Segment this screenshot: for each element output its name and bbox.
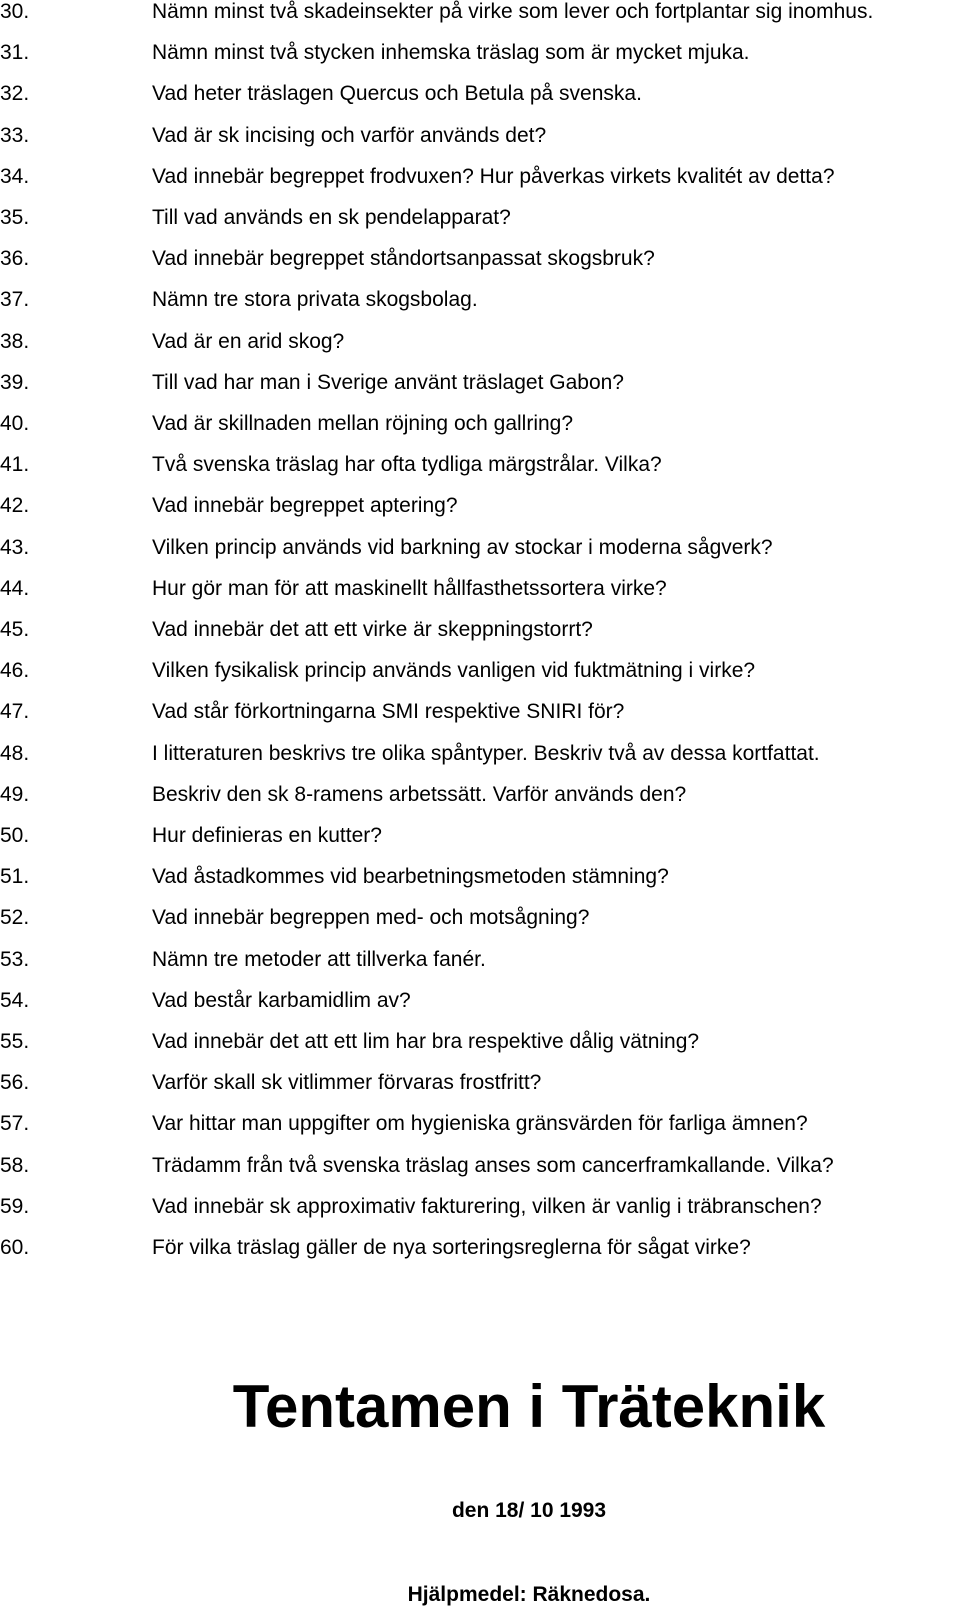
question-text: Vad innebär begreppet aptering? <box>152 494 458 518</box>
question-number: 39. <box>0 370 30 394</box>
question-text: Till vad har man i Sverige använt träslaget Gabon? <box>152 370 624 394</box>
question-number: 58. <box>0 1153 30 1177</box>
question-text: Beskriv den sk 8-ramens arbetssätt. Varför används den? <box>152 782 687 806</box>
question-number: 38. <box>0 329 30 353</box>
question-text: Vad innebär sk approximativ fakturering, vilken är vanlig i träbranschen? <box>152 1194 822 1218</box>
question-item <box>0 368 960 398</box>
question-number: 41. <box>0 453 30 477</box>
question-text: Vad består karbamidlim av? <box>152 988 411 1012</box>
question-item <box>0 1192 960 1222</box>
question-text: Hur definieras en kutter? <box>152 824 382 847</box>
question-text: Vad innebär det att ett lim har bra respektive dålig vätning? <box>152 1030 700 1053</box>
question-number: 31. <box>0 41 30 65</box>
question-text: Nämn tre metoder att tillverka fanér. <box>152 947 486 971</box>
question-text: Var hittar man uppgifter om hygieniska gränsvärden för farliga ämnen? <box>152 1112 808 1136</box>
question-item <box>0 327 960 357</box>
question-text: Vad innebär begreppet frodvuxen? Hur påverkas virkets kvalitét av detta? <box>152 164 835 188</box>
question-item <box>0 1151 960 1181</box>
question-item <box>0 739 960 769</box>
question-item <box>0 1027 960 1057</box>
question-number: 30. <box>0 0 30 23</box>
question-text: Vilken fysikalisk princip används vanligen vid fuktmätning i virke? <box>152 659 756 683</box>
question-text: Vad heter träslagen Quercus och Betula på svenska. <box>152 82 642 106</box>
exam-date: den 18/ 10 1993 <box>451 1499 607 1522</box>
question-number: 42. <box>0 494 30 518</box>
question-item <box>0 862 960 892</box>
question-text: Varför skall sk vitlimmer förvaras frostfritt? <box>152 1071 542 1095</box>
question-number: 54. <box>0 988 30 1012</box>
question-text: Vad innebär begreppet ståndortsanpassat skogsbruk? <box>152 247 655 271</box>
question-item <box>0 1109 960 1139</box>
question-item <box>0 1068 960 1098</box>
question-number: 49. <box>0 782 30 806</box>
question-item <box>0 903 960 933</box>
question-item <box>0 656 960 686</box>
question-item <box>0 697 960 727</box>
question-number: 33. <box>0 123 30 147</box>
question-text: Vad innebär det att ett virke är skeppningstorrt? <box>152 618 593 641</box>
question-text: För vilka träslag gäller de nya sorteringsreglerna för sågat virke? <box>152 1236 751 1259</box>
question-number: 37. <box>0 288 30 312</box>
question-text: Till vad används en sk pendelapparat? <box>152 206 511 229</box>
question-item <box>0 162 960 192</box>
question-text: Nämn tre stora privata skogsbolag. <box>152 288 478 312</box>
question-item <box>0 203 960 233</box>
question-item <box>0 821 960 851</box>
question-text: Vad åstadkommes vid bearbetningsmetoden stämning? <box>152 865 669 889</box>
question-text: Hur gör man för att maskinellt hållfasthetssortera virke? <box>152 576 667 600</box>
question-item <box>0 615 960 645</box>
question-item <box>0 38 960 68</box>
question-number: 43. <box>0 535 30 559</box>
question-text: Trädamm från två svenska träslag anses som cancerframkallande. Vilka? <box>152 1153 834 1177</box>
exam-title: Tentamen i Träteknik <box>232 1373 826 1440</box>
question-item <box>0 533 960 563</box>
exam-aids: Hjälpmedel: Räknedosa. <box>407 1583 651 1606</box>
question-text: I litteraturen beskrivs tre olika spåntyper. Beskriv två av dessa kortfattat. <box>152 741 820 765</box>
question-number: 32. <box>0 82 30 106</box>
question-number: 52. <box>0 906 30 930</box>
question-number: 51. <box>0 865 30 889</box>
question-number: 40. <box>0 412 30 435</box>
question-number: 59. <box>0 1194 30 1218</box>
question-number: 45. <box>0 618 30 641</box>
question-text: Vilken princip används vid barkning av stockar i moderna sågverk? <box>152 535 773 559</box>
question-item <box>0 409 960 439</box>
question-item <box>0 986 960 1016</box>
question-item <box>0 574 960 604</box>
question-number: 53. <box>0 947 30 971</box>
question-number: 60. <box>0 1236 30 1259</box>
question-number: 55. <box>0 1030 30 1053</box>
question-item <box>0 780 960 810</box>
question-number: 36. <box>0 247 30 271</box>
question-number: 56. <box>0 1071 30 1095</box>
question-number: 34. <box>0 164 30 188</box>
question-number: 46. <box>0 659 30 683</box>
question-number: 57. <box>0 1112 30 1136</box>
question-item <box>0 491 960 521</box>
question-number: 50. <box>0 824 30 847</box>
question-text: Vad innebär begreppen med- och motsågning? <box>152 906 590 930</box>
question-text: Vad är en arid skog? <box>152 329 345 353</box>
question-text: Nämn minst två stycken inhemska träslag som är mycket mjuka. <box>152 41 750 65</box>
question-item <box>0 121 960 151</box>
question-item <box>0 1233 960 1263</box>
question-item <box>0 285 960 315</box>
question-text: Två svenska träslag har ofta tydliga märgstrålar. Vilka? <box>152 453 662 477</box>
question-text: Vad är sk incising och varför används det? <box>152 123 547 147</box>
question-item <box>0 0 960 27</box>
question-text: Nämn minst två skadeinsekter på virke som lever och fortplantar sig inomhus. <box>152 0 874 23</box>
question-item <box>0 450 960 480</box>
question-number: 47. <box>0 700 30 724</box>
question-item <box>0 945 960 975</box>
question-item <box>0 79 960 109</box>
question-number: 44. <box>0 576 30 600</box>
question-text: Vad står förkortningarna SMI respektive SNIRI för? <box>152 700 625 724</box>
question-number: 48. <box>0 741 30 765</box>
question-item <box>0 244 960 274</box>
question-number: 35. <box>0 206 30 229</box>
question-text: Vad är skillnaden mellan röjning och gallring? <box>152 412 574 435</box>
